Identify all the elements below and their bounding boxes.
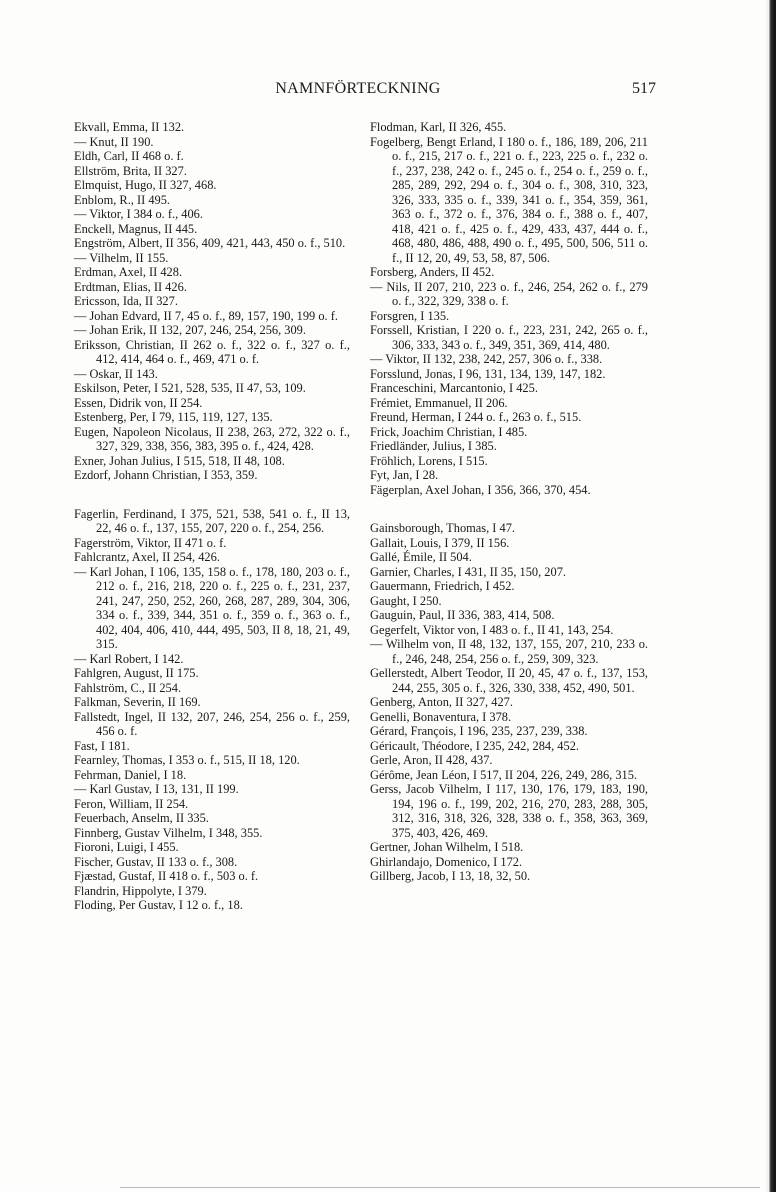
scan-edge-shadow xyxy=(766,0,776,1192)
index-entry: — Johan Erik, II 132, 207, 246, 254, 256, 309. xyxy=(74,323,306,337)
index-entry: Finnberg, Gustav Vilhelm, I 348, 355. xyxy=(74,825,263,840)
index-entry: Floding, Per Gustav, I 12 o. f., 18. xyxy=(74,898,243,912)
index-entry: Flandrin, Hippolyte, I 379. xyxy=(74,883,207,898)
index-entry: Fröhlich, Lorens, I 515. xyxy=(370,453,488,468)
index-entry: Enblom, R., II 495. xyxy=(74,192,171,207)
index-entry: Ericsson, Ida, II 327. xyxy=(74,294,178,308)
index-entry: — Viktor, I 384 o. f., 406. xyxy=(74,207,203,221)
index-entry: Gillberg, Jacob, I 13, 18, 32, 50. xyxy=(370,869,531,883)
index-entry: Fagerström, Viktor, II 471 o. f. xyxy=(74,535,227,550)
section-gap xyxy=(74,483,350,507)
index-entry: Genelli, Bonaventura, I 378. xyxy=(370,709,512,724)
index-entry: Frick, Joachim Christian, I 485. xyxy=(370,424,528,439)
index-entry: Gauguin, Paul, II 336, 383, 414, 508. xyxy=(370,608,555,622)
index-entry: Gérard, François, I 196, 235, 237, 239, 338. xyxy=(370,724,588,738)
index-entry: Forssell, Kristian, I 220 o. f., 223, 231, 242, 265 o. f., 306, 333, 343 o. f., 349, 351, 369, 414, 480. xyxy=(370,323,648,352)
index-entry: Eskilson, Peter, I 521, 528, 535, II 47, 53, 109. xyxy=(74,381,306,395)
index-entry: — Viktor, II 132, 238, 242, 257, 306 o. f., 338. xyxy=(370,352,603,366)
index-entry: Fahlcrantz, Axel, II 254, 426. xyxy=(74,550,220,564)
index-entry: Fioroni, Luigi, I 455. xyxy=(74,840,179,854)
index-column-left xyxy=(74,120,350,913)
index-entry: Eugen, Napoleon Nicolaus, II 238, 263, 272, 322 o. f., 327, 329, 338, 356, 383, 395 o. f., 424, 428. xyxy=(74,424,350,453)
index-entry: Falkman, Severin, II 169. xyxy=(74,695,201,709)
index-entry: Feuerbach, Anselm, II 335. xyxy=(74,811,209,825)
index-entry: — Karl Johan, I 106, 135, 158 o. f., 178, 180, 203 o. f., 212 o. f., 216, 218, 220 o. f., 225 o. f., 231, 237, 241, 247, 250, 252, 260, 268, 287, 289, 304, 306, 334 o. f., 339, 344, 351 o. f., 359 o. f., 363 o. f., 402, 404, 406, 410, 444, 495, 503, II 8, 18, 21, 49, 315. xyxy=(74,564,350,651)
index-entry: Ekvall, Emma, II 132. xyxy=(74,120,185,134)
index-entry: Estenberg, Per, I 79, 115, 119, 127, 135. xyxy=(74,410,273,424)
index-entry: Fjæstad, Gustaf, II 418 o. f., 503 o. f. xyxy=(74,869,259,883)
index-entry: Eldh, Carl, II 468 o. f. xyxy=(74,149,184,163)
index-entry: Eriksson, Christian, II 262 o. f., 322 o. f., 327 o. f., 412, 414, 464 o. f., 469, 471 o. f. xyxy=(74,337,350,366)
index-entry: Fahlström, C., II 254. xyxy=(74,680,182,695)
index-entry: Ghirlandajo, Domenico, I 172. xyxy=(370,854,523,869)
index-entry: Gérôme, Jean Léon, I 517, II 204, 226, 249, 286, 315. xyxy=(370,767,638,782)
index-entry: Fyt, Jan, I 28. xyxy=(370,468,439,482)
index-entry: Garnier, Charles, I 431, II 35, 150, 207. xyxy=(370,564,566,579)
index-entry: Feron, William, II 254. xyxy=(74,796,189,811)
index-entry: Gellerstedt, Albert Teodor, II 20, 45, 47 o. f., 137, 153, 244, 255, 305 o. f., 326, 330, 338, 452, 490, 501. xyxy=(370,666,648,695)
index-entry: Fogelberg, Bengt Erland, I 180 o. f., 186, 189, 206, 211 o. f., 215, 217 o. f., 221 o. f., 223, 225 o. f., 232 o. f., 237, 238, 242 o. f., 245 o. f., 254 o. f., 259 o. f., 285, 289, 292, 294 o. f., 304 o. f., 308, 310, 323, 326, 333, 335 o. f., 339, 341 o. f., 354, 359, 361, 363 o. f., 372 o. f., 376, 384 o. f., 388 o. f., 407, 418, 421 o. f., 425 o. f., 429, 433, 437, 444 o. f., 468, 480, 486, 488, 490 o. f., 495, 500, 506, 511 o. f., II 12, 20, 49, 53, 58, 87, 506. xyxy=(370,134,648,265)
index-entry: Erdman, Axel, II 428. xyxy=(74,265,183,279)
index-entry: Franceschini, Marcantonio, I 425. xyxy=(370,381,538,395)
index-entry: Gerss, Jacob Vilhelm, I 117, 130, 176, 179, 183, 190, 194, 196 o. f., 199, 202, 216, 270, 283, 288, 305, 312, 316, 318, 326, 328, 338 o. f., 358, 363, 369, 375, 403, 426, 469. xyxy=(370,782,648,840)
index-entry: Fischer, Gustav, II 133 o. f., 308. xyxy=(74,854,238,869)
index-entry: Gallé, Émile, II 504. xyxy=(370,550,472,564)
index-entry: Flodman, Karl, II 326, 455. xyxy=(370,120,507,134)
index-entry: Gaught, I 250. xyxy=(370,593,442,608)
index-entry: Ezdorf, Johann Christian, I 353, 359. xyxy=(74,468,258,482)
index-entry: Gegerfelt, Viktor von, I 483 o. f., II 41, 143, 254. xyxy=(370,622,614,637)
index-entry: Gallait, Louis, I 379, II 156. xyxy=(370,535,510,550)
index-column-right xyxy=(370,120,648,884)
index-entry: Friedländer, Julius, I 385. xyxy=(370,439,497,453)
index-entry: Fallstedt, Ingel, II 132, 207, 246, 254, 256 o. f., 259, 456 o. f. xyxy=(74,709,350,738)
index-entry: Gainsborough, Thomas, I 47. xyxy=(370,521,516,535)
index-entry: Gertner, Johan Wilhelm, I 518. xyxy=(370,840,524,854)
index-entry: Engström, Albert, II 356, 409, 421, 443, 450 o. f., 510. xyxy=(74,236,346,250)
index-entry: — Oskar, II 143. xyxy=(74,366,158,381)
index-entry: Forsgren, I 135. xyxy=(370,308,450,323)
section-gap xyxy=(370,497,648,521)
index-entry: — Knut, II 190. xyxy=(74,134,154,149)
page-number: 517 xyxy=(632,80,656,97)
index-entry: Exner, Johan Julius, I 515, 518, II 48, 108. xyxy=(74,453,285,468)
index-entry: — Karl Robert, I 142. xyxy=(74,651,184,666)
index-entry: Gauermann, Friedrich, I 452. xyxy=(370,579,515,593)
index-entry: Essen, Didrik von, II 254. xyxy=(74,395,203,410)
index-entry: — Johan Edvard, II 7, 45 o. f., 89, 157, 190, 199 o. f. xyxy=(74,308,338,323)
index-entry: Elmquist, Hugo, II 327, 468. xyxy=(74,178,217,192)
index-entry: Fägerplan, Axel Johan, I 356, 366, 370, 454. xyxy=(370,482,591,497)
index-entry: Ellström, Brita, II 327. xyxy=(74,163,187,178)
index-entry: Frémiet, Emmanuel, II 206. xyxy=(370,395,508,410)
index-entry: Fehrman, Daniel, I 18. xyxy=(74,767,187,782)
index-entry: — Karl Gustav, I 13, 131, II 199. xyxy=(74,782,239,796)
index-entry: Freund, Herman, I 244 o. f., 263 o. f., 515. xyxy=(370,410,582,424)
index-entry: Forsslund, Jonas, I 96, 131, 134, 139, 147, 182. xyxy=(370,366,606,381)
index-entry: Forsberg, Anders, II 452. xyxy=(370,265,495,279)
index-entry: Fearnley, Thomas, I 353 o. f., 515, II 18, 120. xyxy=(74,753,300,767)
page-header xyxy=(60,80,656,102)
index-entry: Fagerlin, Ferdinand, I 375, 521, 538, 541 o. f., II 13, 22, 46 o. f., 137, 155, 207, 220 o. f., 254, 256. xyxy=(74,506,350,535)
index-entry: Genberg, Anton, II 327, 427. xyxy=(370,695,513,709)
index-entry: — Nils, II 207, 210, 223 o. f., 246, 254, 262 o. f., 279 o. f., 322, 329, 338 o. f. xyxy=(370,279,648,308)
index-entry: — Vilhelm, II 155. xyxy=(74,250,169,265)
index-entry: Enckell, Magnus, II 445. xyxy=(74,221,198,236)
index-entry: Gerle, Aron, II 428, 437. xyxy=(370,753,493,767)
index-entry: — Wilhelm von, II 48, 132, 137, 155, 207, 210, 233 o. f., 246, 248, 254, 256 o. f., 259, 309, 323. xyxy=(370,637,648,666)
index-entry: Géricault, Théodore, I 235, 242, 284, 452. xyxy=(370,738,579,753)
index-entry: Fast, I 181. xyxy=(74,738,130,753)
index-entry: Erdtman, Elias, II 426. xyxy=(74,279,187,294)
page-bottom-edge xyxy=(120,1187,760,1188)
index-entry: Fahlgren, August, II 175. xyxy=(74,666,199,680)
page-title: NAMNFÖRTECKNING xyxy=(275,80,441,97)
